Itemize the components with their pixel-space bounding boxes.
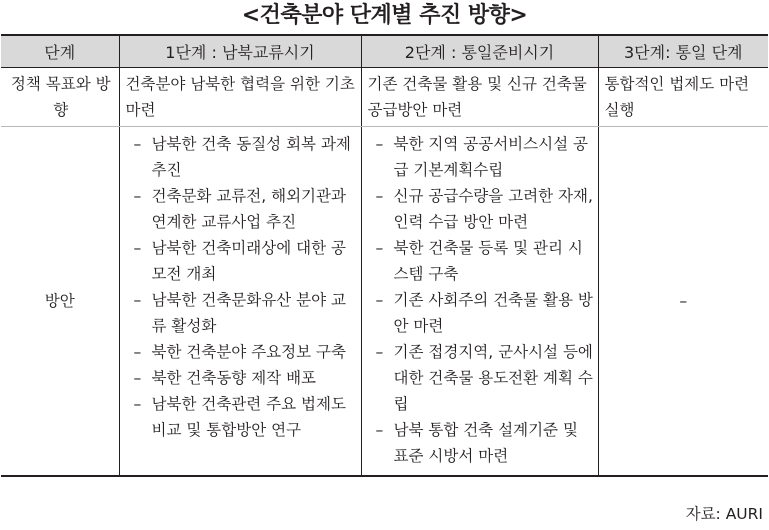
goal-label: 정책 목표와 방향: [1, 68, 119, 127]
header-stage2: 2단계 : 통일준비시기: [361, 35, 598, 68]
plan-list-item: [134, 287, 357, 339]
dash-bullet: –: [133, 343, 142, 361]
plan-list-item: [134, 365, 357, 391]
header-stage: 단계: [1, 35, 119, 68]
plan-row: [1, 127, 768, 477]
goal-row: [1, 68, 768, 127]
dash-bullet: –: [133, 135, 142, 153]
plan-list-item: [376, 339, 594, 417]
plan-item-text: 남북한 건축 동질성 회복 과제 추진: [151, 135, 351, 179]
plan-list-item: [134, 391, 357, 443]
plan-list-item: [134, 339, 357, 365]
dash-bullet: –: [375, 343, 384, 361]
plan-item-text: 기존 사회주의 건축물 활용 방안 마련: [393, 291, 593, 335]
plan-stage3: –: [598, 127, 768, 477]
dash-bullet: –: [133, 291, 142, 309]
plan-item-text: 남북한 건축문화유산 분야 교류 활성화: [151, 291, 346, 335]
dash-bullet: –: [375, 421, 384, 439]
dash-bullet: –: [375, 187, 384, 205]
plan-item-text: 건축문화 교류전, 해외기관과 연계한 교류사업 추진: [151, 187, 346, 231]
plan-item-text: 북한 건축물 등록 및 관리 시스템 구축: [393, 239, 583, 283]
dash-bullet: –: [133, 395, 142, 413]
plan-list-item: [134, 131, 357, 183]
goal-stage2: 기존 건축물 활용 및 신규 건축물 공급방안 마련: [361, 68, 598, 127]
plan-item-text: 기존 접경지역, 군사시설 등에 대한 건축물 용도전환 계획 수립: [393, 343, 593, 413]
dash-bullet: –: [133, 369, 142, 387]
header-stage3: 3단계: 통일 단계: [598, 35, 768, 68]
header-stage1: 1단계 : 남북교류시기: [119, 35, 361, 68]
plan-item-text: 남북 통합 건축 설계기준 및 표준 시방서 마련: [393, 421, 578, 465]
dash-bullet: –: [375, 239, 384, 257]
plan-list-item: [376, 235, 594, 287]
stage-direction-table: [1, 34, 768, 477]
plan-list-item: [376, 131, 594, 183]
stage2-plan-list: [362, 127, 598, 475]
plan-item-text: 신규 공급수량을 고려한 자재, 인력 수급 방안 마련: [393, 187, 593, 231]
header-row: [1, 35, 768, 68]
plan-item-text: 남북한 건축관련 주요 법제도 비교 및 통합방안 연구: [151, 395, 346, 439]
plan-item-text: 북한 건축분야 주요정보 구축: [151, 343, 346, 361]
dash-bullet: –: [133, 187, 142, 205]
goal-stage3: 통합적인 법제도 마련 실행: [598, 68, 768, 127]
plan-stage2: [361, 127, 598, 477]
plan-label: 방안: [1, 127, 119, 477]
goal-stage1: 건축분야 남북한 협력을 위한 기초 마련: [119, 68, 361, 127]
plan-list-item: [376, 183, 594, 235]
source-note: 자료: AURI: [685, 505, 763, 523]
dash-bullet: –: [375, 291, 384, 309]
plan-list-item: [376, 287, 594, 339]
table-title: <건축분야 단계별 추진 방향>: [241, 3, 528, 28]
plan-list-item: [134, 235, 357, 287]
plan-stage1: [119, 127, 361, 477]
dash-bullet: –: [375, 135, 384, 153]
plan-list-item: [376, 417, 594, 469]
stage1-plan-list: [120, 127, 361, 449]
plan-item-text: 북한 지역 공공서비스시설 공급 기본계획수립: [393, 135, 588, 179]
plan-item-text: 북한 건축동향 제작 배포: [151, 369, 317, 387]
plan-item-text: 남북한 건축미래상에 대한 공모전 개최: [151, 239, 346, 283]
plan-list-item: [134, 183, 357, 235]
dash-bullet: –: [133, 239, 142, 257]
